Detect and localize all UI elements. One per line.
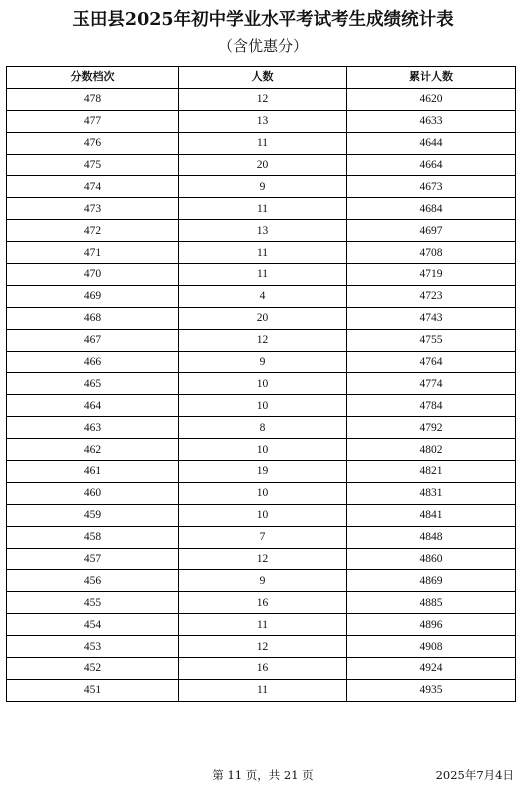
cell-cumulative-count: 4935 — [347, 679, 516, 701]
page-subtitle: （含优惠分） — [217, 37, 308, 55]
cell-count: 10 — [179, 504, 347, 526]
cell-score-level: 461 — [7, 461, 179, 483]
score-statistics-table — [6, 66, 516, 702]
cell-cumulative-count: 4620 — [347, 88, 516, 110]
table-row — [7, 176, 516, 198]
table-row — [7, 88, 516, 110]
cell-cumulative-count: 4821 — [347, 461, 516, 483]
table-row — [7, 504, 516, 526]
cell-score-level: 456 — [7, 570, 179, 592]
cell-count: 9 — [179, 351, 347, 373]
cell-cumulative-count: 4869 — [347, 570, 516, 592]
table-row — [7, 614, 516, 636]
cell-score-level: 467 — [7, 329, 179, 351]
cell-cumulative-count: 4644 — [347, 132, 516, 154]
cell-count: 16 — [179, 592, 347, 614]
cell-score-level: 470 — [7, 264, 179, 286]
cell-score-level: 464 — [7, 395, 179, 417]
cell-cumulative-count: 4924 — [347, 658, 516, 680]
table-body — [7, 88, 516, 701]
cell-score-level: 455 — [7, 592, 179, 614]
table-row — [7, 307, 516, 329]
cell-cumulative-count: 4841 — [347, 504, 516, 526]
cell-score-level: 476 — [7, 132, 179, 154]
cell-count: 20 — [179, 154, 347, 176]
table-row — [7, 285, 516, 307]
cell-score-level: 466 — [7, 351, 179, 373]
cell-count: 4 — [179, 285, 347, 307]
table-row — [7, 461, 516, 483]
cell-score-level: 468 — [7, 307, 179, 329]
cell-cumulative-count: 4831 — [347, 482, 516, 504]
cell-score-level: 458 — [7, 526, 179, 548]
cell-score-level: 460 — [7, 482, 179, 504]
cell-cumulative-count: 4848 — [347, 526, 516, 548]
table-row — [7, 264, 516, 286]
cell-score-level: 457 — [7, 548, 179, 570]
cell-score-level: 462 — [7, 439, 179, 461]
cell-cumulative-count: 4860 — [347, 548, 516, 570]
cell-cumulative-count: 4784 — [347, 395, 516, 417]
table-row — [7, 220, 516, 242]
table-row — [7, 417, 516, 439]
cell-count: 11 — [179, 242, 347, 264]
table-row — [7, 548, 516, 570]
cell-score-level: 469 — [7, 285, 179, 307]
table-header-row — [7, 67, 516, 89]
cell-cumulative-count: 4684 — [347, 198, 516, 220]
cell-score-level: 473 — [7, 198, 179, 220]
cell-cumulative-count: 4633 — [347, 110, 516, 132]
cell-count: 16 — [179, 658, 347, 680]
cell-count: 12 — [179, 636, 347, 658]
cell-cumulative-count: 4743 — [347, 307, 516, 329]
table-row — [7, 636, 516, 658]
page-title: 玉田县2025年初中学业水平考试考生成绩统计表 — [72, 10, 454, 30]
cell-count: 11 — [179, 264, 347, 286]
cell-cumulative-count: 4774 — [347, 373, 516, 395]
cell-score-level: 454 — [7, 614, 179, 636]
table-row — [7, 439, 516, 461]
cell-count: 11 — [179, 132, 347, 154]
table-row — [7, 373, 516, 395]
table-row — [7, 110, 516, 132]
cell-count: 7 — [179, 526, 347, 548]
cell-score-level: 471 — [7, 242, 179, 264]
table-row — [7, 132, 516, 154]
cell-count: 13 — [179, 110, 347, 132]
cell-cumulative-count: 4664 — [347, 154, 516, 176]
table-row — [7, 329, 516, 351]
cell-score-level: 453 — [7, 636, 179, 658]
cell-score-level: 465 — [7, 373, 179, 395]
cell-count: 9 — [179, 176, 347, 198]
cell-count: 11 — [179, 198, 347, 220]
cell-score-level: 463 — [7, 417, 179, 439]
cell-count: 10 — [179, 439, 347, 461]
cell-count: 10 — [179, 395, 347, 417]
cell-cumulative-count: 4708 — [347, 242, 516, 264]
cell-count: 9 — [179, 570, 347, 592]
document-date: 2025年7月4日 — [435, 768, 514, 782]
table-row — [7, 242, 516, 264]
cell-cumulative-count: 4673 — [347, 176, 516, 198]
cell-count: 11 — [179, 679, 347, 701]
table-row — [7, 351, 516, 373]
table-row — [7, 395, 516, 417]
table-row — [7, 679, 516, 701]
cell-cumulative-count: 4719 — [347, 264, 516, 286]
cell-cumulative-count: 4896 — [347, 614, 516, 636]
cell-count: 12 — [179, 88, 347, 110]
cell-cumulative-count: 4764 — [347, 351, 516, 373]
cell-score-level: 459 — [7, 504, 179, 526]
cell-score-level: 475 — [7, 154, 179, 176]
cell-count: 11 — [179, 614, 347, 636]
cell-cumulative-count: 4802 — [347, 439, 516, 461]
cell-score-level: 451 — [7, 679, 179, 701]
cell-score-level: 452 — [7, 658, 179, 680]
cell-count: 12 — [179, 329, 347, 351]
table-row — [7, 570, 516, 592]
cell-count: 10 — [179, 373, 347, 395]
cell-cumulative-count: 4792 — [347, 417, 516, 439]
cell-score-level: 474 — [7, 176, 179, 198]
cell-score-level: 472 — [7, 220, 179, 242]
cell-count: 12 — [179, 548, 347, 570]
cell-cumulative-count: 4908 — [347, 636, 516, 658]
table-row — [7, 526, 516, 548]
table-row — [7, 198, 516, 220]
cell-cumulative-count: 4723 — [347, 285, 516, 307]
header-count: 人数 — [179, 67, 347, 89]
cell-cumulative-count: 4697 — [347, 220, 516, 242]
header-cumulative-count: 累计人数 — [347, 67, 516, 89]
table-row — [7, 154, 516, 176]
cell-score-level: 477 — [7, 110, 179, 132]
cell-count: 19 — [179, 461, 347, 483]
cell-count: 13 — [179, 220, 347, 242]
cell-cumulative-count: 4755 — [347, 329, 516, 351]
cell-count: 8 — [179, 417, 347, 439]
cell-count: 10 — [179, 482, 347, 504]
page-number: 第 11 页，共 21 页 — [212, 768, 314, 782]
cell-score-level: 478 — [7, 88, 179, 110]
table-row — [7, 658, 516, 680]
cell-cumulative-count: 4885 — [347, 592, 516, 614]
cell-count: 20 — [179, 307, 347, 329]
header-score-level: 分数档次 — [7, 67, 179, 89]
table-row — [7, 592, 516, 614]
table-row — [7, 482, 516, 504]
